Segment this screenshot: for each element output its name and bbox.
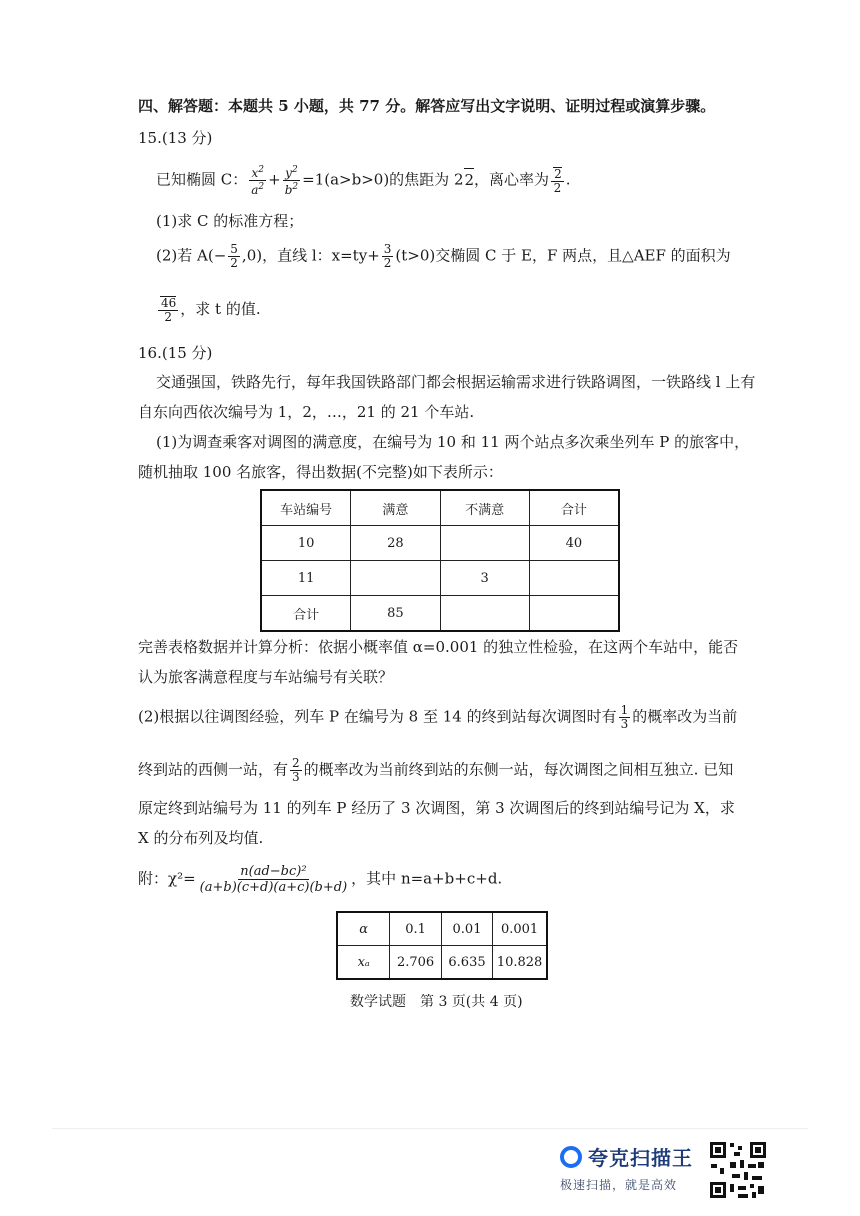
table-cell: α bbox=[337, 912, 390, 946]
table-cell: 85 bbox=[351, 596, 440, 632]
table-row bbox=[261, 561, 619, 596]
table-cell: 2.706 bbox=[390, 946, 441, 980]
q16-number: 16.(15 分) bbox=[138, 344, 213, 362]
table-header-cell: 不满意 bbox=[440, 490, 529, 526]
table-cell: 合计 bbox=[261, 596, 351, 632]
table-cell: 0.001 bbox=[493, 912, 547, 946]
table-row bbox=[261, 596, 619, 632]
table-cell: 11 bbox=[261, 561, 351, 596]
table-row bbox=[261, 526, 619, 561]
brand-slogan: 极速扫描，就是高效 bbox=[560, 1178, 678, 1192]
table-cell bbox=[440, 596, 529, 632]
table-row bbox=[337, 912, 547, 946]
q16-part2-b: 终到站的西侧一站，有 $\frac{2}{3}$ 的概率改为当前终到站的东侧一站，每次调图之间相互独立. 已知 bbox=[138, 756, 734, 784]
table-cell: 28 bbox=[351, 526, 440, 561]
table-cell bbox=[440, 526, 529, 561]
q16-part2-a: (2)根据以往调图经验，列车 P 在编号为 8 至 14 的终到站每次调图时有 $\frac{1}{3}$ 的概率改为当前 bbox=[138, 703, 738, 731]
table-cell bbox=[351, 561, 440, 596]
q16-part1-a: (1)为调查乘客对调图的满意度，在编号为 10 和 11 两个站点多次乘坐列车 P 的旅客中， bbox=[156, 433, 750, 451]
q16-part2-c: 原定终到站编号为 11 的列车 P 经历了 3 次调图，第 3 次调图后的终到站编号记为 X，求 bbox=[138, 799, 735, 817]
table-cell: 40 bbox=[529, 526, 619, 561]
table-header-row bbox=[261, 490, 619, 526]
table-cell: 0.1 bbox=[390, 912, 441, 946]
table-row bbox=[337, 946, 547, 980]
table-cell: 6.635 bbox=[441, 946, 492, 980]
q16-part1-d: 认为旅客满意程度与车站编号有关联？ bbox=[138, 668, 394, 686]
qr-code-icon bbox=[708, 1140, 768, 1200]
table-cell bbox=[529, 596, 619, 632]
table-cell: 0.01 bbox=[441, 912, 492, 946]
scanner-watermark bbox=[560, 1136, 710, 1196]
survey-table bbox=[260, 489, 620, 632]
chi-square-formula: 附：χ²= $\frac{\text{n(ad−bc)²}}{(a+b)(c+d)(a+c)(b+d)}$ ，其中 n=a+b+c+d. bbox=[138, 864, 503, 895]
table-header-cell: 车站编号 bbox=[261, 490, 351, 526]
brand-name: 夸克扫描王 bbox=[588, 1146, 693, 1170]
table-cell: 10.828 bbox=[493, 946, 547, 980]
q15-part2-tail: $\frac{46}{2}$ ，求 t 的值. bbox=[156, 296, 261, 324]
q16-part1-c: 完善表格数据并计算分析：依据小概率值 α=0.001 的独立性检验，在这两个车站中，能否 bbox=[138, 638, 739, 656]
divider bbox=[52, 1128, 808, 1129]
table-cell: xₐ bbox=[337, 946, 390, 980]
table-cell bbox=[529, 561, 619, 596]
table-header-cell: 满意 bbox=[351, 490, 440, 526]
critical-value-table bbox=[336, 911, 548, 980]
section-heading: 四、解答题：本题共 5 小题，共 77 分。解答应写出文字说明、证明过程或演算步骤。 bbox=[138, 97, 716, 115]
page-footer: 数学试题 第 3 页(共 4 页) bbox=[350, 994, 523, 1010]
q16-intro-1: 交通强国，铁路先行，每年我国铁路部门都会根据运输需求进行铁路调图，一铁路线 l 上有 bbox=[156, 373, 756, 391]
q15-number: 15.(13 分) bbox=[138, 129, 213, 147]
quark-logo-icon bbox=[560, 1146, 582, 1168]
q16-part2-d: X 的分布列及均值. bbox=[138, 829, 264, 847]
table-cell: 10 bbox=[261, 526, 351, 561]
q16-part1-b: 随机抽取 100 名旅客，得出数据(不完整)如下表所示： bbox=[138, 463, 503, 481]
q15-part2: (2)若 A(− $\frac{5}{2}$ ,0)，直线 l：x=ty+ $\frac{3}{2}$ (t>0)交椭圆 C 于 E，F 两点，且△AEF 的面积为 bbox=[156, 242, 731, 270]
q16-intro-2: 自东向西依次编号为 1，2，…，21 的 21 个车站. bbox=[138, 403, 475, 421]
q15-part1: (1)求 C 的标准方程； bbox=[156, 212, 304, 230]
table-cell: 3 bbox=[440, 561, 529, 596]
table-header-cell: 合计 bbox=[529, 490, 619, 526]
q15-intro: 已知椭圆 C： $\frac{x^2}{a^2}$ + $\frac{y^2}{b^2}$ =1(a>b>0)的焦距为 22，离心率为 $\frac{2}{2}$ . bbox=[156, 165, 571, 197]
